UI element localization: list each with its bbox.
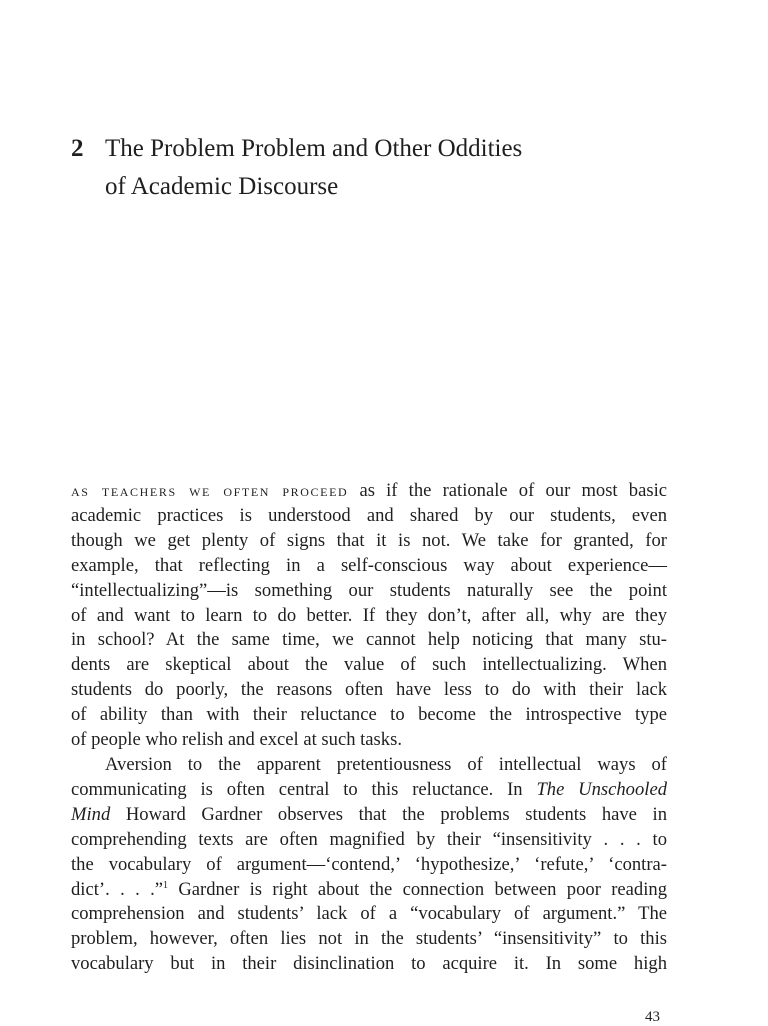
text-span: dict’. . . .” <box>71 878 163 900</box>
text-line <box>71 479 667 504</box>
text-line: comprehending texts are often magnified by their “insensitivity . . . to <box>71 828 667 850</box>
text-line: comprehension and students’ lack of a “vocabulary of argument.” The <box>71 903 667 925</box>
lead-in-small-caps: as teachers we often proceed <box>71 481 349 500</box>
text-line: problem, however, often lies not in the students’ “insensitivity” to this <box>71 928 667 950</box>
book-title-italic: The Unschooled <box>536 778 667 800</box>
text-line: the vocabulary of argument—‘contend,’ ‘hypothesize,’ ‘refute,’ ‘contra- <box>71 853 667 875</box>
body-text <box>71 479 667 977</box>
text-span: communicating is often central to this reluctance. In <box>71 778 523 800</box>
text-line: students do poorly, the reasons often have less to do with their lack <box>71 679 667 701</box>
chapter-title <box>105 130 665 206</box>
text-line: vocabulary but in their disinclination to acquire it. In some high <box>71 953 667 975</box>
text-line: academic practices is understood and shared by our students, even <box>71 504 667 526</box>
chapter-title-line: of Academic Discourse <box>105 173 339 200</box>
page-number: 43 <box>645 1009 660 1025</box>
text-line: in school? At the same time, we cannot help noticing that many stu- <box>71 629 667 651</box>
text-line: “intellectualizing”—is something our students naturally see the point <box>71 579 667 601</box>
text-line: of people who relish and excel at such tasks. <box>71 729 402 751</box>
text-line: Aversion to the apparent pretentiousness of intellectual ways of <box>105 753 667 775</box>
text-line: of ability than with their reluctance to become the introspective type <box>71 704 667 726</box>
text-line: though we get plenty of signs that it is not. We take for granted, for <box>71 529 667 551</box>
text-line: example, that reflecting in a self-conscious way about experience— <box>71 554 667 576</box>
text-line <box>71 803 667 828</box>
chapter-title-line: The Problem Problem and Other Oddities <box>105 135 523 162</box>
text-span: as if the rationale of our most basic <box>359 480 667 501</box>
text-span: Howard Gardner observes that the problems students have in <box>125 803 667 825</box>
text-span: Gardner is right about the connection between poor reading <box>178 878 667 900</box>
chapter-number: 2 <box>71 135 84 162</box>
text-line: dents are skeptical about the value of such intellectualizing. When <box>71 654 667 676</box>
text-line: of and want to learn to do better. If they don’t, after all, why are they <box>71 604 667 626</box>
book-title-italic: Mind <box>71 803 111 825</box>
text-line <box>71 778 667 803</box>
footnote-marker: 1 <box>162 879 168 891</box>
text-line <box>71 878 667 903</box>
